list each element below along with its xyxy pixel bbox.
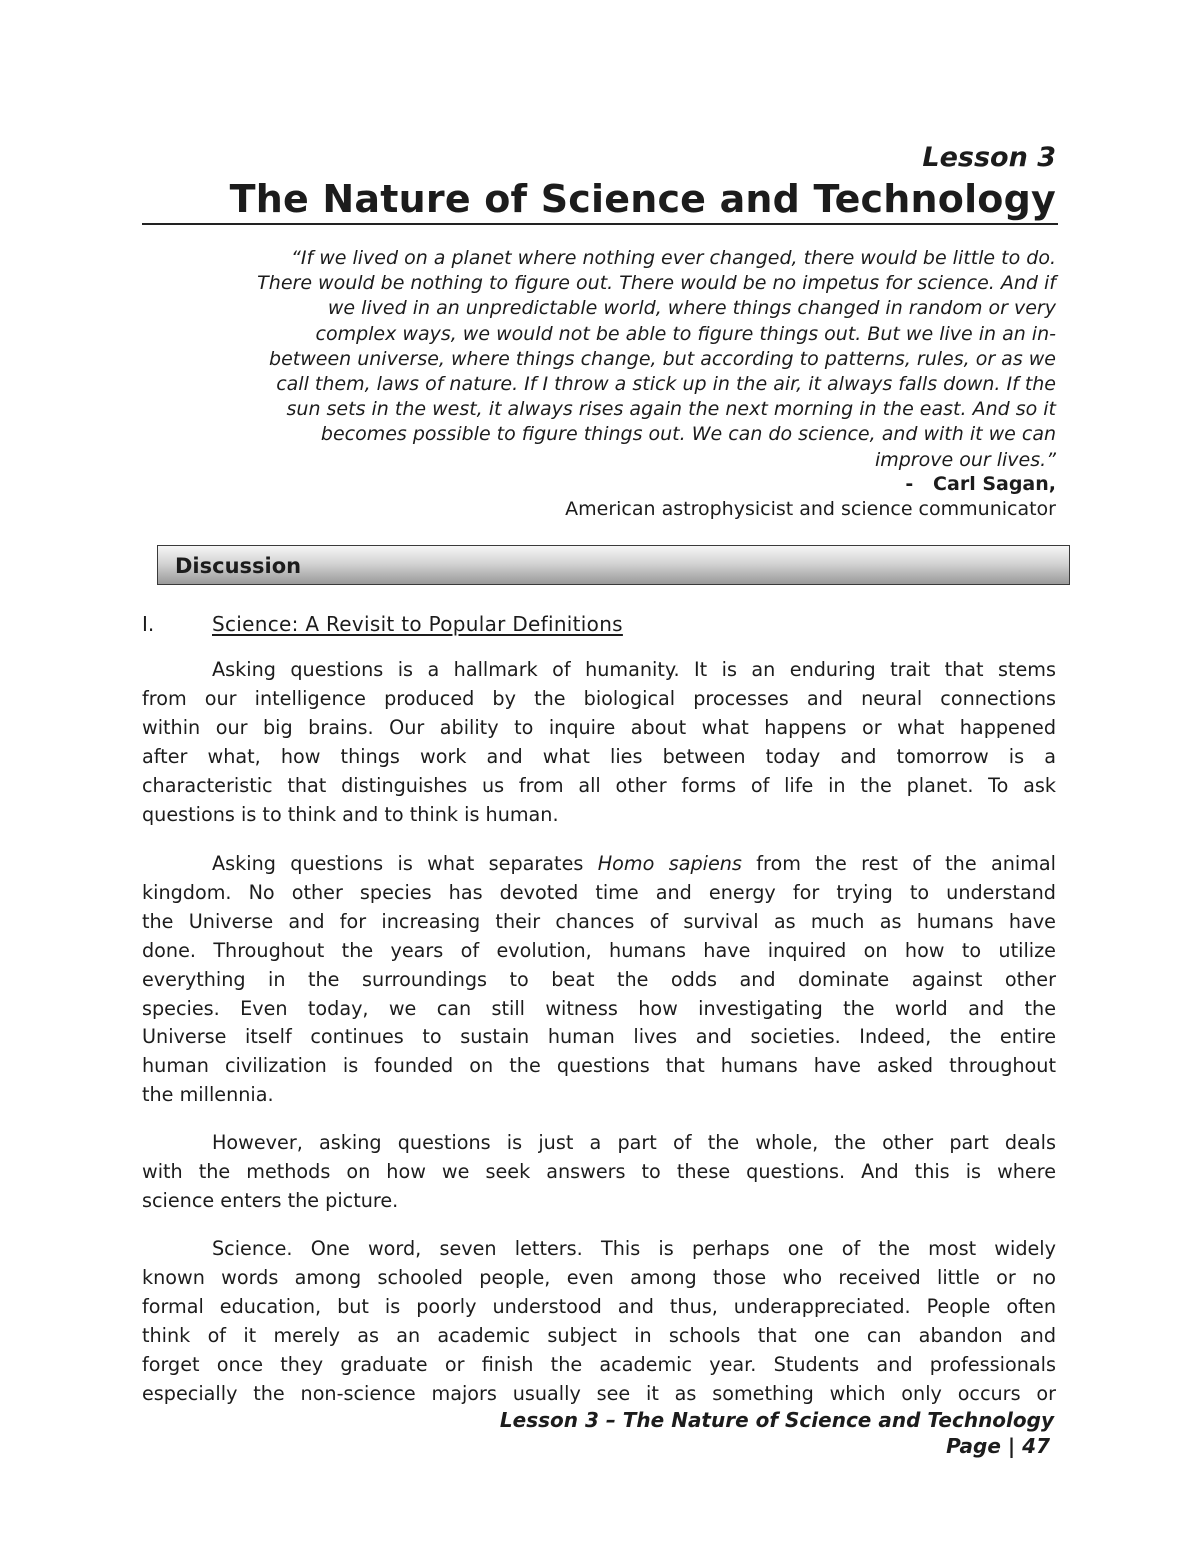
paragraph-line: everything in the surroundings to beat the odds and dominate against other	[142, 967, 1056, 991]
paragraph-line: species. Even today, we can still witness how investigating the world and the	[142, 996, 1056, 1020]
species-name-italic: Homo sapiens	[597, 852, 742, 875]
quote-line: complex ways, we would not be able to figure things out. But we live in an in-	[315, 322, 1056, 345]
paragraph-line: However, asking questions is just a part of the whole, the other part deals	[212, 1131, 1056, 1154]
paragraph-line: with the methods on how we seek answers to these questions. And this is where	[142, 1159, 1056, 1183]
epigraph-quote	[142, 246, 1056, 473]
paragraph-line: after what, how things work and what lies between today and tomorrow is a	[142, 744, 1056, 768]
footer-page-number: Page | 47	[946, 1434, 1050, 1458]
section-banner-label: Discussion	[175, 554, 302, 578]
body-paragraph	[142, 1129, 1056, 1216]
lesson-number: Lesson 3	[922, 142, 1056, 173]
quote-author-role: American astrophysicist and science communicator	[565, 498, 1056, 520]
paragraph-line: from our intelligence produced by the biological processes and neural connections	[142, 686, 1056, 710]
paragraph-line: Asking questions is what separates Homo sapiens from the rest of the animal	[212, 852, 1057, 875]
paragraph-line: the Universe and for increasing their chances of survival as much as humans have	[142, 909, 1056, 933]
quote-author: - Carl Sagan,	[905, 473, 1056, 495]
paragraph-line: known words among schooled people, even among those who received little or no	[142, 1265, 1056, 1289]
quote-line: we lived in an unpredictable world, where things changed in random or very	[327, 297, 1056, 320]
quote-line: There would be nothing to figure out. There would be no impetus for science. And if	[257, 272, 1056, 295]
paragraph-line: especially the non-science majors usually see it as something which only occurs or	[142, 1381, 1056, 1405]
paragraph-line: the millennia.	[142, 1083, 274, 1107]
page-title: The Nature of Science and Technology	[229, 177, 1056, 221]
paragraph-line: think of it merely as an academic subject in schools that one can abandon and	[142, 1323, 1056, 1347]
title-underline-rule	[142, 223, 1058, 225]
quote-line: “If we lived on a planet where nothing ever changed, there would be little to do.	[291, 247, 1056, 269]
paragraph-line: characteristic that distinguishes us from all other forms of life in the planet. To ask	[142, 773, 1056, 797]
quote-line: call them, laws of nature. If I throw a stick up in the air, it always falls down. If the	[276, 373, 1056, 396]
quote-line: between universe, where things change, but according to patterns, rules, or as we	[269, 347, 1056, 370]
paragraph-line: Universe itself continues to sustain human lives and societies. Indeed, the entire	[142, 1025, 1056, 1049]
paragraph-line: Science. One word, seven letters. This is perhaps one of the most widely	[212, 1237, 1056, 1260]
section-heading-numeral: I.	[142, 612, 155, 636]
quote-line: sun sets in the west, it always rises again the next morning in the east. And so it	[286, 398, 1056, 421]
quote-line: improve our lives.”	[874, 448, 1056, 471]
section-banner	[157, 545, 1070, 585]
paragraph-line: forget once they graduate or finish the academic year. Students and professionals	[142, 1352, 1056, 1376]
paragraph-line: Asking questions is a hallmark of humanity. It is an enduring trait that stems	[212, 658, 1056, 681]
footer-lesson-title: Lesson 3 – The Nature of Science and Technology	[499, 1408, 1054, 1432]
paragraph-line: questions is to think and to think is human.	[142, 802, 559, 826]
body-paragraph	[142, 656, 1056, 829]
paragraph-line: kingdom. No other species has devoted time and energy for trying to understand	[142, 880, 1056, 904]
paragraph-line: science enters the picture.	[142, 1188, 399, 1212]
paragraph-line: within our big brains. Our ability to inquire about what happens or what happened	[142, 715, 1056, 739]
paragraph-line: done. Throughout the years of evolution, humans have inquired on how to utilize	[142, 938, 1056, 962]
body-paragraph	[142, 1235, 1056, 1408]
section-heading: Science: A Revisit to Popular Definitions	[212, 612, 623, 636]
paragraph-line: formal education, but is poorly understood and thus, underappreciated. People often	[142, 1294, 1056, 1318]
body-paragraph	[142, 850, 1056, 1110]
quote-line: becomes possible to figure things out. We can do science, and with it we can	[320, 423, 1056, 446]
paragraph-line: human civilization is founded on the questions that humans have asked throughout	[142, 1054, 1056, 1078]
